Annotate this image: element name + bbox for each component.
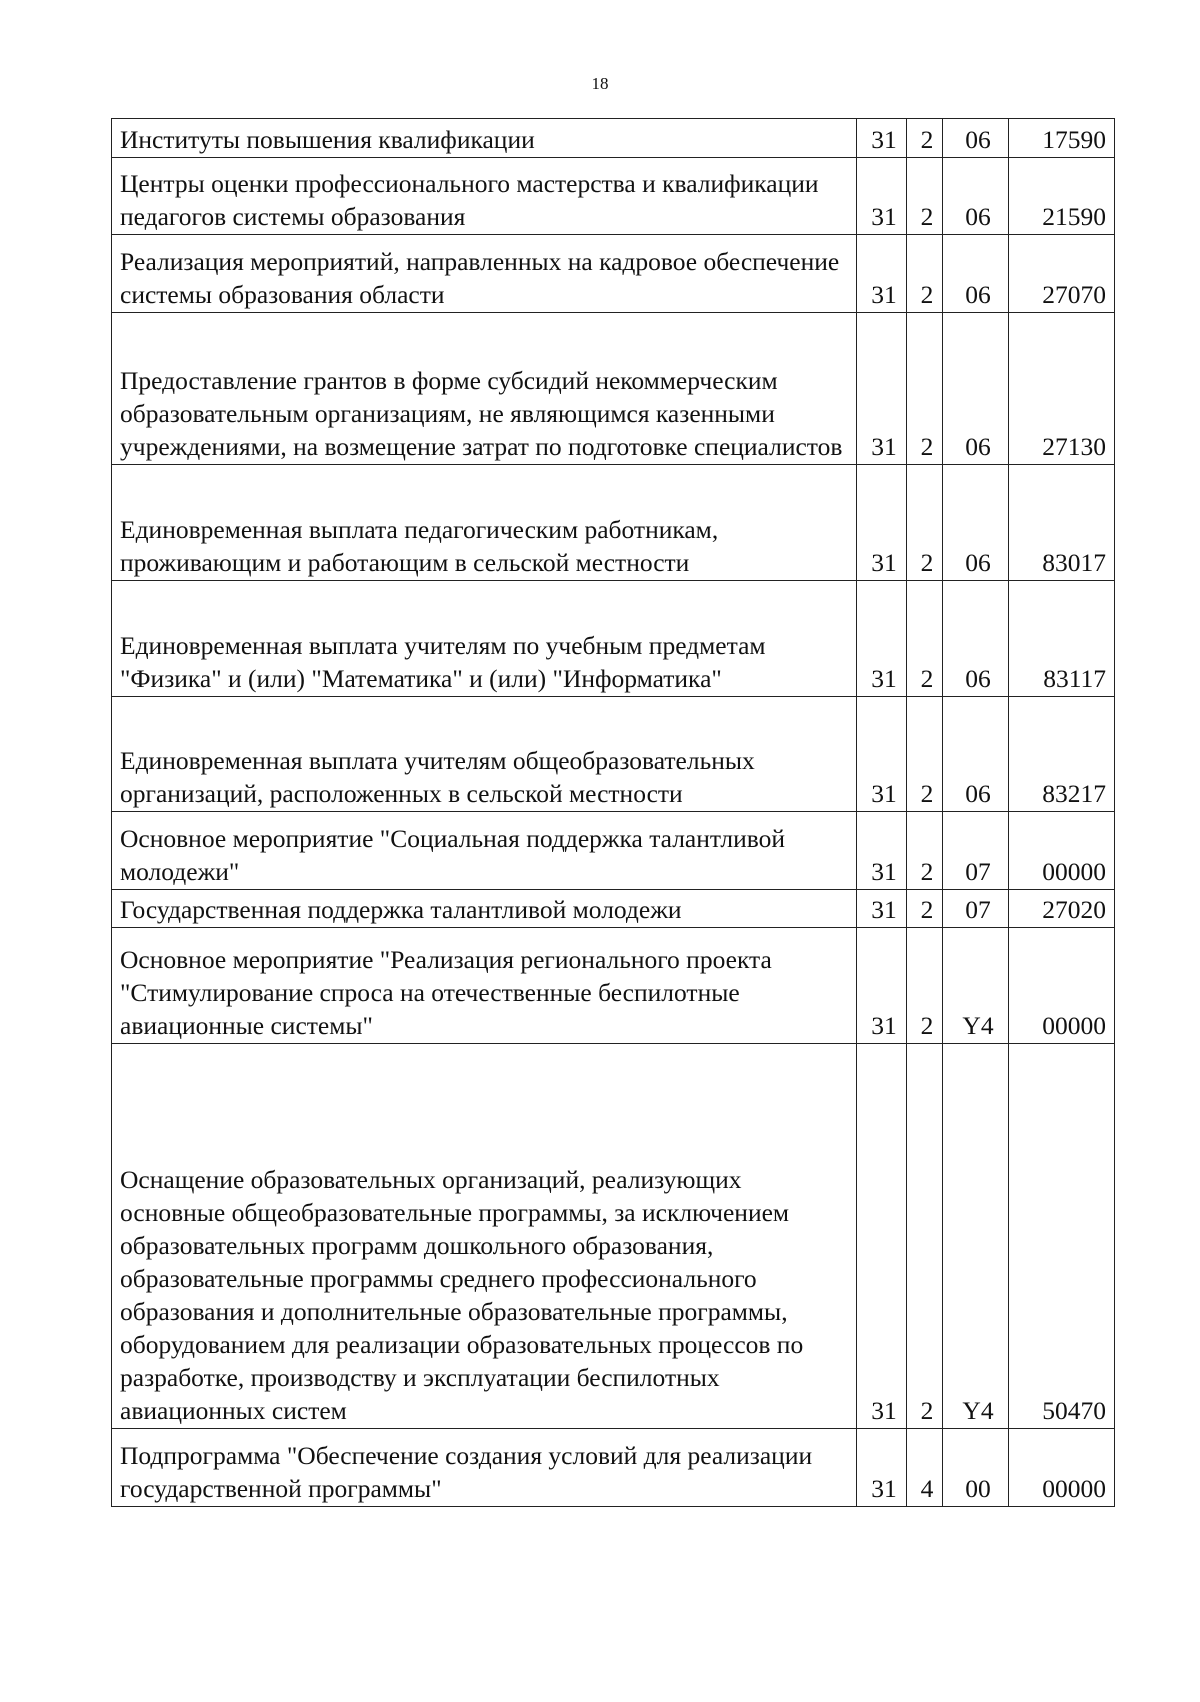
direction-code: 00000 bbox=[1009, 812, 1115, 890]
direction-code: 27130 bbox=[1009, 313, 1115, 465]
subprogram-code: 2 bbox=[907, 465, 943, 581]
subprogram-code: 2 bbox=[907, 812, 943, 890]
direction-code: 27020 bbox=[1009, 890, 1115, 928]
program-code: 31 bbox=[857, 581, 907, 697]
direction-code: 50470 bbox=[1009, 1044, 1115, 1429]
direction-code: 27070 bbox=[1009, 235, 1115, 313]
activity-code: 06 bbox=[943, 697, 1009, 812]
activity-code: 07 bbox=[943, 890, 1009, 928]
row-name: Оснащение образовательных организаций, реализующих основные общеобразовательные программы, за исключением образовательных программ дошкольного образования, образовательные программы среднего профессионального образования и дополнительные образовательные программы, оборудованием для реализации образовательных процессов по разработке, производству и эксплуатации беспилотных авиационных систем bbox=[112, 1044, 857, 1429]
direction-code: 17590 bbox=[1009, 119, 1115, 158]
table-row bbox=[112, 581, 1115, 697]
row-name: Центры оценки профессионального мастерства и квалификации педагогов системы образования bbox=[112, 158, 857, 235]
subprogram-code: 2 bbox=[907, 158, 943, 235]
program-code: 31 bbox=[857, 1044, 907, 1429]
direction-code: 83017 bbox=[1009, 465, 1115, 581]
table-row bbox=[112, 158, 1115, 235]
row-name: Единовременная выплата учителям по учебным предметам "Физика" и (или) "Математика" и (или) "Информатика" bbox=[112, 581, 857, 697]
subprogram-code: 2 bbox=[907, 119, 943, 158]
program-code: 31 bbox=[857, 235, 907, 313]
activity-code: 06 bbox=[943, 158, 1009, 235]
direction-code: 83117 bbox=[1009, 581, 1115, 697]
subprogram-code: 2 bbox=[907, 928, 943, 1044]
activity-code: 07 bbox=[943, 812, 1009, 890]
activity-code: Y4 bbox=[943, 1044, 1009, 1429]
table-row bbox=[112, 465, 1115, 581]
activity-code: Y4 bbox=[943, 928, 1009, 1044]
program-code: 31 bbox=[857, 1429, 907, 1507]
program-code: 31 bbox=[857, 119, 907, 158]
table-row bbox=[112, 1429, 1115, 1507]
activity-code: 00 bbox=[943, 1429, 1009, 1507]
program-code: 31 bbox=[857, 697, 907, 812]
subprogram-code: 2 bbox=[907, 697, 943, 812]
direction-code: 21590 bbox=[1009, 158, 1115, 235]
row-name: Подпрограмма "Обеспечение создания условий для реализации государственной программы" bbox=[112, 1429, 857, 1507]
row-name: Основное мероприятие "Реализация регионального проекта "Стимулирование спроса на отечественные беспилотные авиационные системы" bbox=[112, 928, 857, 1044]
activity-code: 06 bbox=[943, 313, 1009, 465]
row-name: Реализация мероприятий, направленных на кадровое обеспечение системы образования области bbox=[112, 235, 857, 313]
table-row bbox=[112, 235, 1115, 313]
budget-classification-table bbox=[111, 118, 1115, 1507]
table-row bbox=[112, 1044, 1115, 1429]
activity-code: 06 bbox=[943, 119, 1009, 158]
subprogram-code: 2 bbox=[907, 313, 943, 465]
activity-code: 06 bbox=[943, 235, 1009, 313]
direction-code: 83217 bbox=[1009, 697, 1115, 812]
program-code: 31 bbox=[857, 465, 907, 581]
row-name: Единовременная выплата педагогическим работникам, проживающим и работающим в сельской местности bbox=[112, 465, 857, 581]
subprogram-code: 2 bbox=[907, 581, 943, 697]
table-row bbox=[112, 313, 1115, 465]
row-name: Основное мероприятие "Социальная поддержка талантливой молодежи" bbox=[112, 812, 857, 890]
program-code: 31 bbox=[857, 928, 907, 1044]
table-row bbox=[112, 697, 1115, 812]
subprogram-code: 2 bbox=[907, 1044, 943, 1429]
row-name: Единовременная выплата учителям общеобразовательных организаций, расположенных в сельской местности bbox=[112, 697, 857, 812]
row-name: Государственная поддержка талантливой молодежи bbox=[112, 890, 857, 928]
activity-code: 06 bbox=[943, 581, 1009, 697]
program-code: 31 bbox=[857, 313, 907, 465]
program-code: 31 bbox=[857, 890, 907, 928]
subprogram-code: 2 bbox=[907, 890, 943, 928]
program-code: 31 bbox=[857, 158, 907, 235]
subprogram-code: 4 bbox=[907, 1429, 943, 1507]
table-row bbox=[112, 119, 1115, 158]
page-number: 18 bbox=[591, 74, 609, 93]
activity-code: 06 bbox=[943, 465, 1009, 581]
direction-code: 00000 bbox=[1009, 1429, 1115, 1507]
table-row bbox=[112, 812, 1115, 890]
table-row bbox=[112, 890, 1115, 928]
program-code: 31 bbox=[857, 812, 907, 890]
row-name: Предоставление грантов в форме субсидий некоммерческим образовательным организациям, не являющимся казенными учреждениями, на возмещение затрат по подготовке специалистов bbox=[112, 313, 857, 465]
row-name: Институты повышения квалификации bbox=[112, 119, 857, 158]
table-row bbox=[112, 928, 1115, 1044]
direction-code: 00000 bbox=[1009, 928, 1115, 1044]
subprogram-code: 2 bbox=[907, 235, 943, 313]
